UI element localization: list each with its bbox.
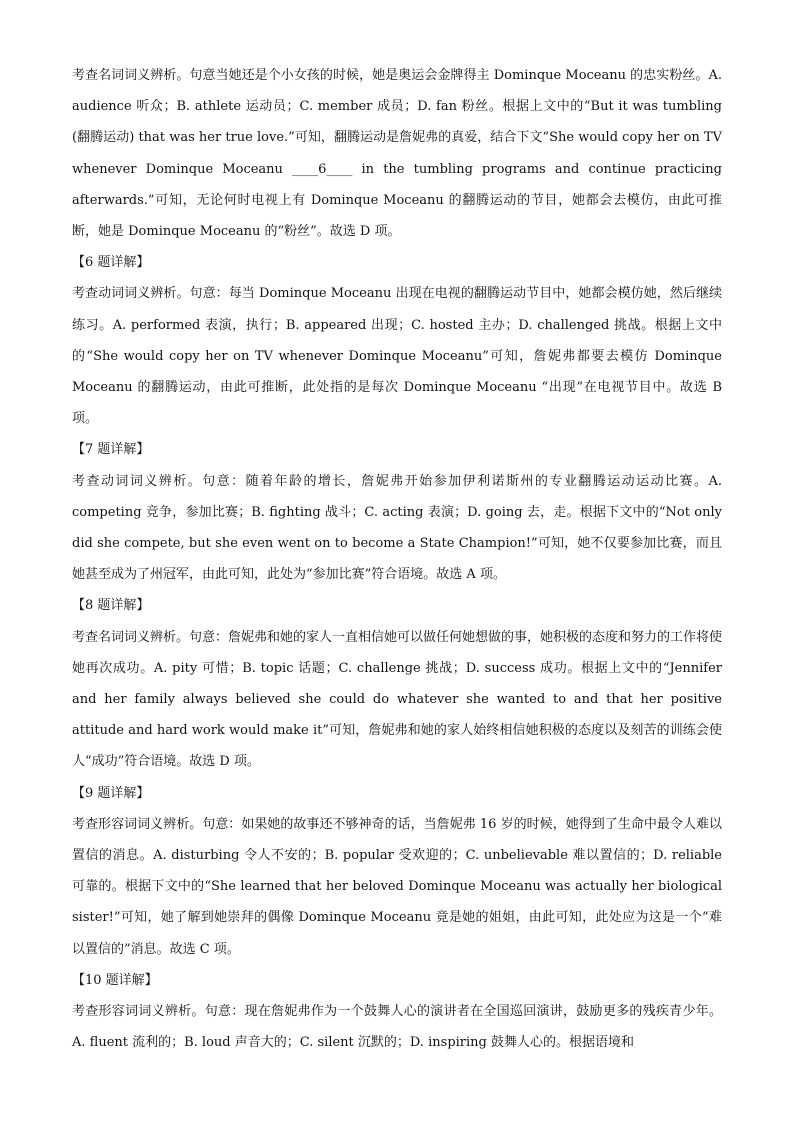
paragraph-q9-explanation: 考查形容词词义辨析。句意：如果她的故事还不够神奇的话，当詹妮弗 16 岁的时候，她得到了生命中最令人难以置信的消息。A. disturbing 令人不安的；B. popular 受欢迎的；C. unbelievable 难以置信的；D. reliable 可靠的。根据下文中的“She learned that her beloved Dominque Moceanu was actually her biological sister!”可知，她了解到她崇拜的偶像 Dominque Moceanu 竟是她的姐姐，由此可知，此处应为这是一个“难以置信的”消息。故选 C 项。 [72,816,722,957]
paragraph-q6-explanation: 考查动词词义辨析。句意：每当 Dominque Moceanu 出现在电视的翻腾运动节目中，她都会模仿她，然后继续练习。A. performed 表演，执行；B. appeared 出现；C. hosted 主办；D. challenged 挑战。根据上文中的“She would copy her on TV whenever Dominque Moceanu”可知，詹妮弗都要去模仿 Dominque Moceanu 的翻腾运动，由此可推断，此处指的是每次 Dominque Moceanu “出现”在电视节目中。故选 B 项。 [72,286,722,427]
heading-q8: 【8 题详解】 [72,598,150,614]
heading-q9: 【9 题详解】 [72,785,150,801]
document-page [72,60,722,1059]
heading-q10: 【10 题详解】 [72,972,158,988]
paragraph-q8-explanation: 考查名词词义辨析。句意：詹妮弗和她的家人一直相信她可以做任何她想做的事，她积极的态度和努力的工作将使她再次成功。A. pity 可惜；B. topic 话题；C. challenge 挑战；D. success 成功。根据上文中的“Jennifer and her family always believed she could do whatever she wanted to and that her positive attitude and hard work would make it”可知，詹妮弗和她的家人始终相信她积极的态度以及刻苦的训练会使人“成功”符合语境。故选 D 项。 [72,629,723,770]
paragraph-q10-explanation: 考查形容词词义辨析。句意：现在詹妮弗作为一个鼓舞人心的演讲者在全国巡回演讲，鼓励更多的残疾青少年。A. fluent 流利的；B. loud 声音大的；C. silent 沉默的；D. inspiring 鼓舞人心的。根据语境和 [72,1004,722,1051]
paragraph-5-explanation: 考查名词词义辨析。句意当她还是个小女孩的时候，她是奥运会金牌得主 Dominque Moceanu 的忠实粉丝。A. audience 听众；B. athlete 运动员；C. member 成员；D. fan 粉丝。根据上文中的“But it was tumbling (翻腾运动) that was her true love.”可知，翻腾运动是詹妮弗的真爱，结合下文“She would copy her on TV whenever Dominque Moceanu ____6____ in the tumbling programs and continue practicing afterwards.”可知，无论何时电视上有 Dominque Moceanu 的翻腾运动的节目，她都会去模仿，由此可推断，她是 Dominque Moceanu 的“粉丝”。故选 D 项。 [72,68,722,240]
heading-q6: 【6 题详解】 [72,255,150,271]
heading-q7: 【7 题详解】 [72,442,150,458]
paragraph-q7-explanation: 考查动词词义辨析。句意：随着年龄的增长，詹妮弗开始参加伊利诺斯州的专业翻腾运动运动比赛。A. competing 竞争，参加比赛；B. fighting 战斗；C. acting 表演；D. going 去，走。根据下文中的“Not only did she compete, but she even went on to become a State Champion!”可知，她不仅要参加比赛，而且她甚至成为了州冠军，由此可知，此处为“参加比赛”符合语境。故选 A 项。 [72,473,722,583]
